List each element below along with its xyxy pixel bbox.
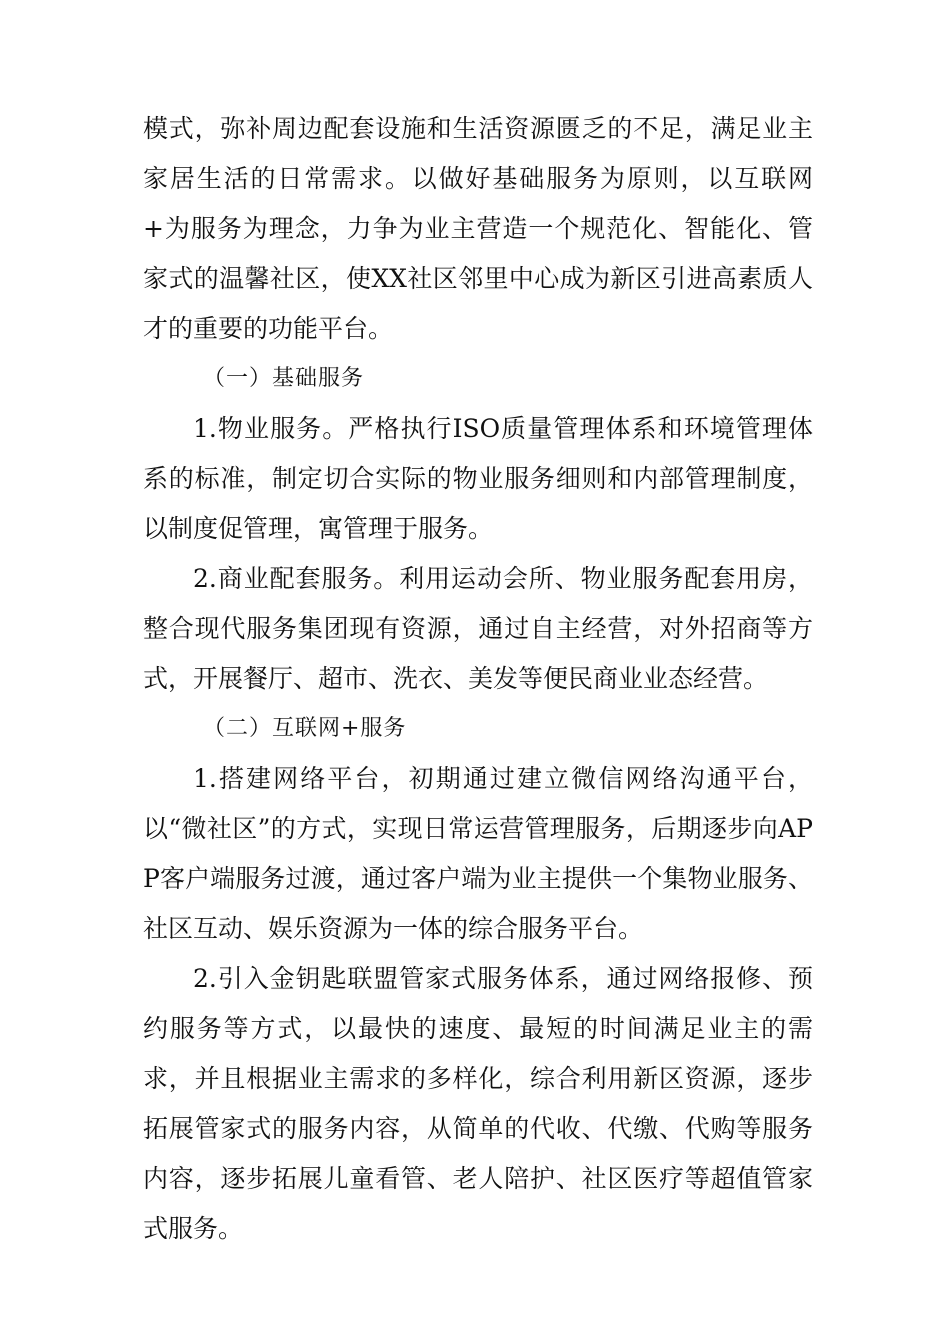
paragraph-butler-services: 2.引入金钥匙联盟管家式服务体系，通过网络报修、预约服务等方式，以最快的速度、最短的时间满足业主的需求，并且根据业主需求的多样化，综合利用新区资源，逐步拓展管家式的服务内容，从简单的代收、代缴、代购等服务内容，逐步拓展儿童看管、老人陪护、社区医疗等超值管家式服务。	[143, 964, 813, 1243]
section-heading-basic-services: （一）基础服务	[203, 366, 365, 391]
paragraph-property-services: 1.物业服务。严格执行ISO质量管理体系和环境管理体系的标准，制定切合实际的物业服务细则和内部管理制度，以制度促管理，寓管理于服务。	[143, 414, 813, 543]
document-body	[143, 104, 813, 1254]
paragraph-commercial-services: 2.商业配套服务。利用运动会所、物业服务配套用房，整合现代服务集团现有资源，通过自主经营，对外招商等方式，开展餐厅、超市、洗衣、美发等便民商业业态经营。	[143, 564, 813, 693]
paragraph-intro-continuation: 模式，弥补周边配套设施和生活资源匮乏的不足，满足业主家居生活的日常需求。以做好基础服务为原则，以互联网+为服务为理念，力争为业主营造一个规范化、智能化、管家式的温馨社区，使XX社区邻里中心成为新区引进高素质人才的重要的功能平台。	[143, 114, 813, 343]
paragraph-network-platform: 1.搭建网络平台，初期通过建立微信网络沟通平台，以“微社区”的方式，实现日常运营管理服务，后期逐步向APP客户端服务过渡，通过客户端为业主提供一个集物业服务、社区互动、娱乐资源为一体的综合服务平台。	[143, 764, 813, 943]
section-heading-internet-services: （二）互联网+服务	[203, 716, 407, 741]
